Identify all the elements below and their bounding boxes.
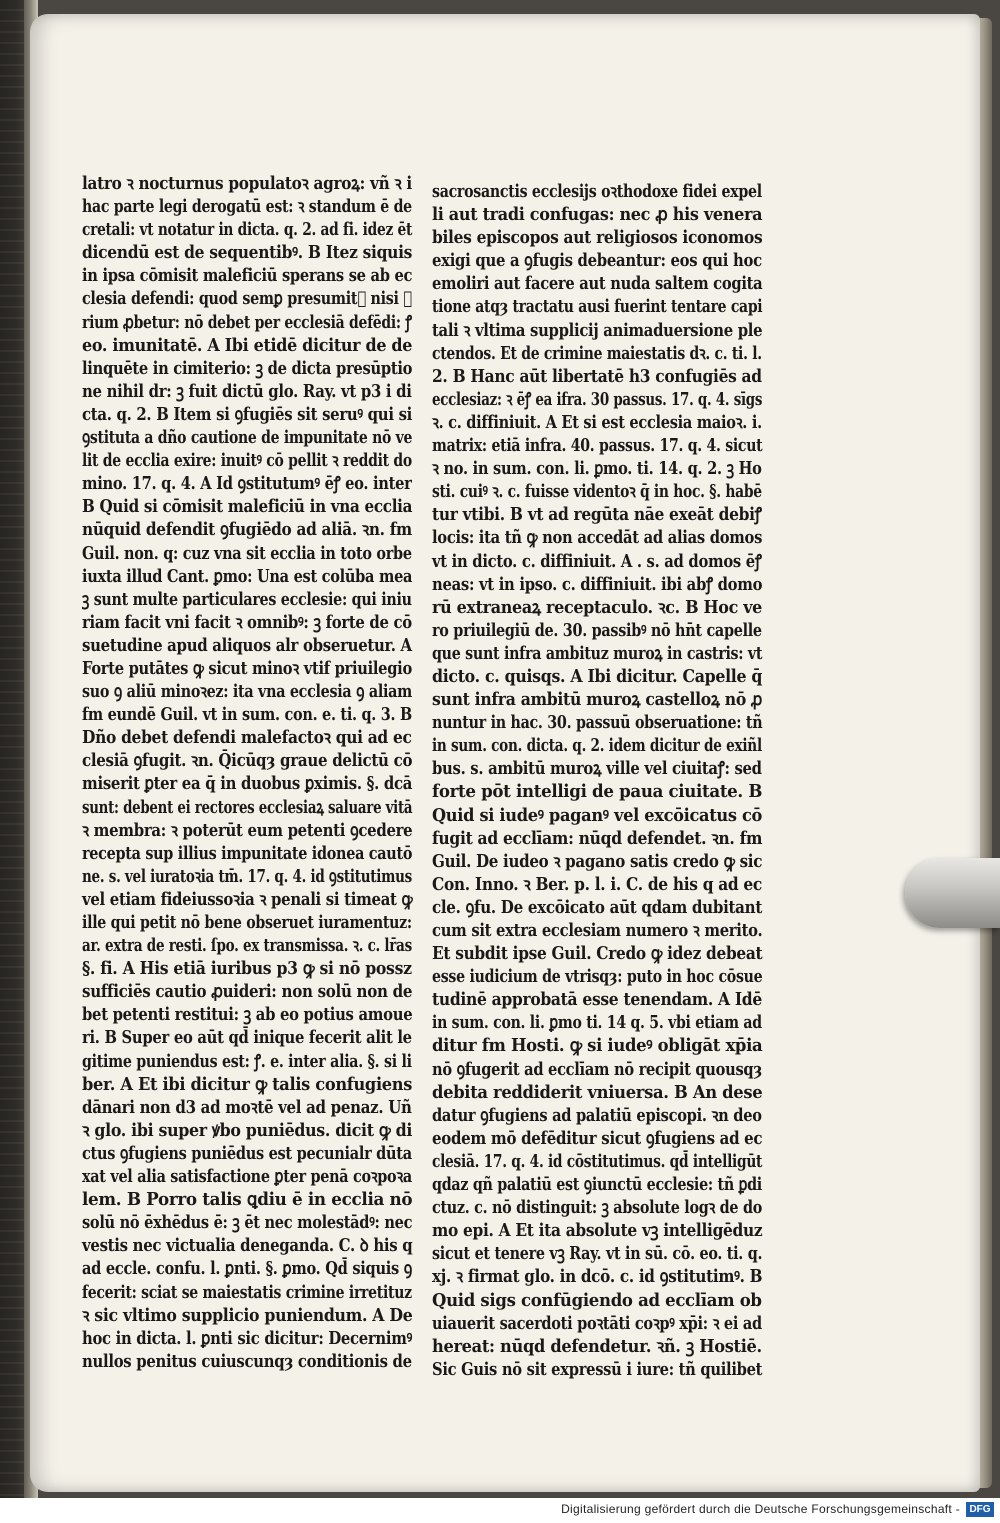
text-line: eo. imunitatē. A Ibi etidē dicitur de de [82, 334, 413, 356]
text-line: ctuz. c. nō distinguit: ꝫ absolute logꝛ de do [432, 1197, 762, 1219]
text-line: Sic Guis nō sit expressū i iure: tñ quilibet [432, 1358, 763, 1380]
text-line: matrix: etiā infra. 40. passus. 17. q. 4. sicut [432, 435, 763, 457]
text-line: sti. cuiꝰ ꝛ. c. fuisse videntoꝛ q̄ in hoc. §. habē [432, 481, 762, 503]
text-line: ꝛ no. in sum. con. li. ꝑmo. ti. 14. q. 2. ꝫ Ho [432, 458, 762, 480]
right-text-column [432, 180, 762, 1381]
text-line: esse iudicium de vtrisqȝ: puto in hoc cōsue [432, 966, 763, 988]
text-line: ꝛ sic vltimo supplicio puniendum. A De [82, 1304, 413, 1326]
text-line: solū nō ēxhēdus ē: ꝫ ēt nec molestādꝰ: nec [82, 1212, 413, 1234]
text-line: miserit ꝑter ea q̄ in duobus ꝑximis. §. dcā [82, 773, 413, 795]
text-line: ꝛ glo. ibi super ꝟbo puniēdus. dicit ꝙ di [82, 1119, 413, 1141]
text-line: vestis nec victualia deneganda. C. ꝺ his q [82, 1235, 413, 1257]
text-line: biles episcopos aut religiosos iconomos [432, 227, 763, 249]
text-line: Guil. non. q: cuz vna sit ecclia in toto orbe [82, 542, 412, 564]
text-line: sicut et tenere vꝫ Ray. vt in sū. cō. eo. ti. q. [432, 1243, 763, 1265]
text-line: in sum. con. dicta. q. 2. idem dicitur de exiñl [432, 735, 762, 757]
text-line: mo epi. A Et ita absolute vꝫ intelligēduz [432, 1220, 763, 1242]
text-line: fugit ad ecclīam: nūqd defendet. ꝛn. fm [432, 827, 763, 849]
text-line: ctus ꝯfugiens puniēdus est pecunialr dūta [82, 1142, 412, 1164]
text-line: mino. 17. q. 4. A Id ꝯstitutumꝰ ēꝭ eo. inter [82, 473, 412, 495]
text-line: ꝛ membra: ꝛ poterūt eum petenti ꝯcedere [82, 819, 413, 841]
text-line: tali ꝛ vltima supplicij animaduersione ple [432, 319, 763, 341]
text-line: Forte putātes ꝙ sicut minoꝛ vtif priuilegio [82, 657, 412, 679]
text-line: debita reddiderit vniuersa. B An dese [432, 1081, 763, 1103]
text-line: que sunt infra ambituz muroꝝ in castris: vt [432, 642, 763, 664]
text-line: qdaz qñ palatiū est ꝯiunctū ecclesie: tñ ꝑdi [432, 1174, 762, 1196]
text-line: cta. q. 2. B Item si ꝯfugiēs sit seruꝰ qui si [82, 403, 413, 425]
text-line: ad eccle. confu. l. ꝑnti. §. ꝑmo. Qd̄ siquis ꝯ [82, 1258, 413, 1280]
digitization-footer [0, 1498, 1000, 1523]
text-line: Et subdit ipse Guil. Credo ꝙ idez debeat [432, 943, 763, 965]
text-line: recepta sup illius impunitate idonea cautō [82, 842, 413, 864]
text-line: xj. ꝛ firmat glo. in dcō. c. id ꝯstitutimꝰ. B [432, 1266, 763, 1288]
text-line: nūquid defendit ꝯfugiēdo ad aliā. ꝛn. fm [82, 519, 412, 541]
left-text-column [82, 172, 412, 1373]
text-line: 2. B Hanc aūt libertatē h3 confugiēs ad [432, 365, 762, 387]
text-line: Quid si iudeꝰ paganꝰ vel excōicatus cō [432, 804, 763, 826]
text-line: eodem mō defēditur sicut ꝯfugiens ad ec [432, 1127, 763, 1149]
text-line: in ipsa cōmisit maleficiū sperans se ab ec [82, 265, 413, 287]
dfg-logo: DFG [966, 1502, 994, 1517]
text-line: ꝯstituta a dño cautione de impunitate nō ve [82, 427, 413, 449]
text-line: in sum. con. li. ꝑmo ti. 14 q. 5. vbi etiam ad [432, 1012, 762, 1034]
text-line: ar. extra de resti. ſpo. ex transmissa. ꝛ. c. lr̄as [82, 935, 412, 957]
text-line: neas: vt in ipso. c. diffiniuit. ibi abꝭ domo [432, 573, 763, 595]
text-line: ne nihil dr: ꝫ fuit dictū glo. Ray. vt p3 i di [82, 380, 412, 402]
text-line: §. fi. A His etiā iuribus p3 ꝙ si nō possz [82, 958, 412, 980]
text-line: lit de ecclia exire: inuitꝰ cō pellit ꝛ reddit do [82, 450, 412, 472]
page-clip [905, 858, 1000, 928]
text-line: sacrosanctis ecclesijs oꝛthodoxe fidei expel [432, 181, 762, 202]
text-line: bus. s. ambitū muroꝝ ville vel ciuitaꝭ: sed [432, 758, 762, 780]
text-line: cum sit extra ecclesiam numero ꝛ merito. [432, 920, 763, 941]
text-line: emoliri aut facere aut nuda saltem cogita [432, 273, 763, 295]
text-line: datur ꝯfugiens ad palatiū episcopi. ꝛn deo [432, 1104, 762, 1126]
text-line: fm eundē Guil. vt in sum. con. e. ti. q. 3. B [82, 704, 412, 726]
text-line: riam facit vni facit ꝛ omnibꝰ: ꝫ forte de cō [82, 611, 412, 633]
text-line: ber. A Et ibi dicitur ꝙ talis confugiens [82, 1073, 413, 1095]
text-line: ecclesiaz: ꝛ ēꝭ ea ifra. 30 passus. 17. q. 4. sīgs [432, 388, 763, 410]
text-line: ille qui petit nō bene obseruet iuramentuz: [82, 912, 412, 933]
text-line: dicendū est de sequentibꝰ. B Itez siquis [82, 242, 413, 264]
text-line: uiauerit sacerdoti poꝛtāti coꝛpꝰ xp̄i: ꝛ ei ad [432, 1312, 762, 1334]
footer-credit: Digitalisierung gefördert durch die Deutsche Forschungsgemeinschaft - [561, 1502, 960, 1516]
text-line: Dño debet defendi malefactoꝛ qui ad ec [82, 727, 412, 749]
text-line: tione atqȝ tractatu ausi fuerint tentare capi [432, 296, 763, 318]
text-line: clesiā. 17. q. 4. id cōstitutimus. qd̄ intelligūt [432, 1150, 763, 1172]
text-line: ꝫ sunt multe particulares ecclesie: qui iniu [82, 588, 412, 610]
text-line: linquēte in cimiterio: ꝫ de dicta presūptio [82, 357, 413, 379]
text-line: sunt: debent ei rectores ecclesiaꝝ saluare vitā [82, 796, 413, 818]
text-line: sufficiēs cautio ꝓuideri: non solū non de [82, 981, 413, 1003]
text-line: gitime puniendus est: ꝭ. e. inter alia. §. si li [82, 1050, 412, 1072]
text-line: rū extraneaꝝ receptaculo. ꝛc. B Hoc ve [432, 596, 763, 618]
text-line: latro ꝛ nocturnus populatoꝛ agroꝝ: vñ ꝛ i [82, 173, 412, 194]
text-line: li aut tradi confugas: nec ꝓ his venera [432, 204, 763, 226]
text-line: hereat: nūqd defendetur. ꝛñ. ꝫ Hostiē. [432, 1335, 762, 1357]
text-line: ri. B Super eo aūt qd̄ inique fecerit alit le [82, 1027, 412, 1049]
text-line: nuntur in hac. 30. passuū obseruatione: tñ [432, 712, 763, 734]
neighbor-page-strip [0, 0, 24, 1498]
text-line: tur vtibi. B vt ad regūta nāe exeāt debiꝭ [432, 504, 762, 526]
text-line: ꝛ. c. diffiniuit. A Et si est ecclesia maioꝛ. i. [432, 411, 762, 433]
text-line: vel etiam fideiussoꝛia ꝛ penali si timeat ꝙ [82, 888, 413, 910]
text-line: rium ꝓbetur: nō debet per ecclesiā defēdi: ꝭ [82, 311, 412, 333]
text-line: xat vel alia satisfactione ꝑter penā coꝛpoꝛa [82, 1166, 412, 1188]
text-line: dicto. c. quisqs. A Ibi dicitur. Capelle q̄ [432, 665, 763, 687]
text-line: lem. B Porro talis ꝗdiu ē in ecclia nō [82, 1189, 413, 1211]
text-line: exigi que a ꝯfugis debeantur: eos qui hoc [432, 250, 762, 272]
text-line: fecerit: sciat se maiestatis crimine irretituz [82, 1281, 412, 1303]
text-line: dānari non d3 ad moꝛtē vel ad penaz. Uñ [82, 1096, 412, 1118]
text-line: ditur fm Hosti. ꝙ si iudeꝰ obligāt xp̄ia [432, 1035, 763, 1057]
text-line: ro priuilegiū de. 30. passibꝰ nō hn̄t capelle [432, 619, 762, 641]
text-line: cretali: vt notatur in dicta. q. 2. ad fi. idez ēt [82, 219, 413, 241]
text-line: hac parte legi derogatū est: ꝛ standum ē de [82, 196, 412, 218]
text-line: ctendos. Et de crimine maiestatis dꝛ. c. ti. l. [432, 342, 762, 364]
text-line: B Quid si cōmisit maleficiū in vna ecclia [82, 496, 413, 518]
text-line: suo ꝯ aliū minoꝛez: ita vna ecclesia ꝯ aliam [82, 681, 412, 703]
text-line: cle. ꝯfu. De excōicato aūt qdam dubitant [432, 896, 762, 918]
text-line: Quid sigs confūgiendo ad ecclīam ob [432, 1289, 762, 1311]
text-line: clesia defendi: quod semꝑ presumitᷣ nisi ꝯ [82, 288, 412, 310]
text-line: Guil. De iudeo ꝛ pagano satis credo ꝙ sic [432, 850, 763, 872]
text-line: bet petenti restitui: ꝫ ab eo potius amoue [82, 1004, 413, 1026]
text-line: clesiā ꝯfugit. ꝛn. Q̄icūqȝ graue delictū cō [82, 750, 413, 772]
text-line: Con. Inno. ꝛ Ber. p. l. i. C. de his q ad ec [432, 873, 762, 895]
text-line: iuxta illud Cant. ꝑmo: Una est colūba mea [82, 565, 413, 587]
text-line: locis: ita tñ ꝙ non accedāt ad alias domos [432, 527, 763, 549]
text-line: suetudine apud aliquos alr obseruetur. A [82, 634, 412, 656]
text-line: forte pōt intelligi de paua ciuitate. B [432, 781, 763, 803]
text-line: hoc in dicta. l. ꝑnti sic dicitur: Decernimꝰ [82, 1327, 412, 1349]
text-line: vt in dicto. c. diffiniuit. A . s. ad domos ēꝭ [432, 550, 762, 572]
text-line: ne. s. vel iuratoꝛia tm̄. 17. q. 4. id ꝯstitutimus [82, 865, 412, 887]
text-line: sunt infra ambitū muroꝝ castelloꝝ nō ꝓ [432, 689, 762, 711]
text-line: tudinē approbatā esse tenendam. A Idē [432, 989, 762, 1011]
text-line: nō ꝯfugerit ad ecclīam nō recipit quousqȝ [432, 1058, 762, 1080]
text-line: nullos penitus cuiuscunqȝ conditionis de [82, 1350, 412, 1372]
